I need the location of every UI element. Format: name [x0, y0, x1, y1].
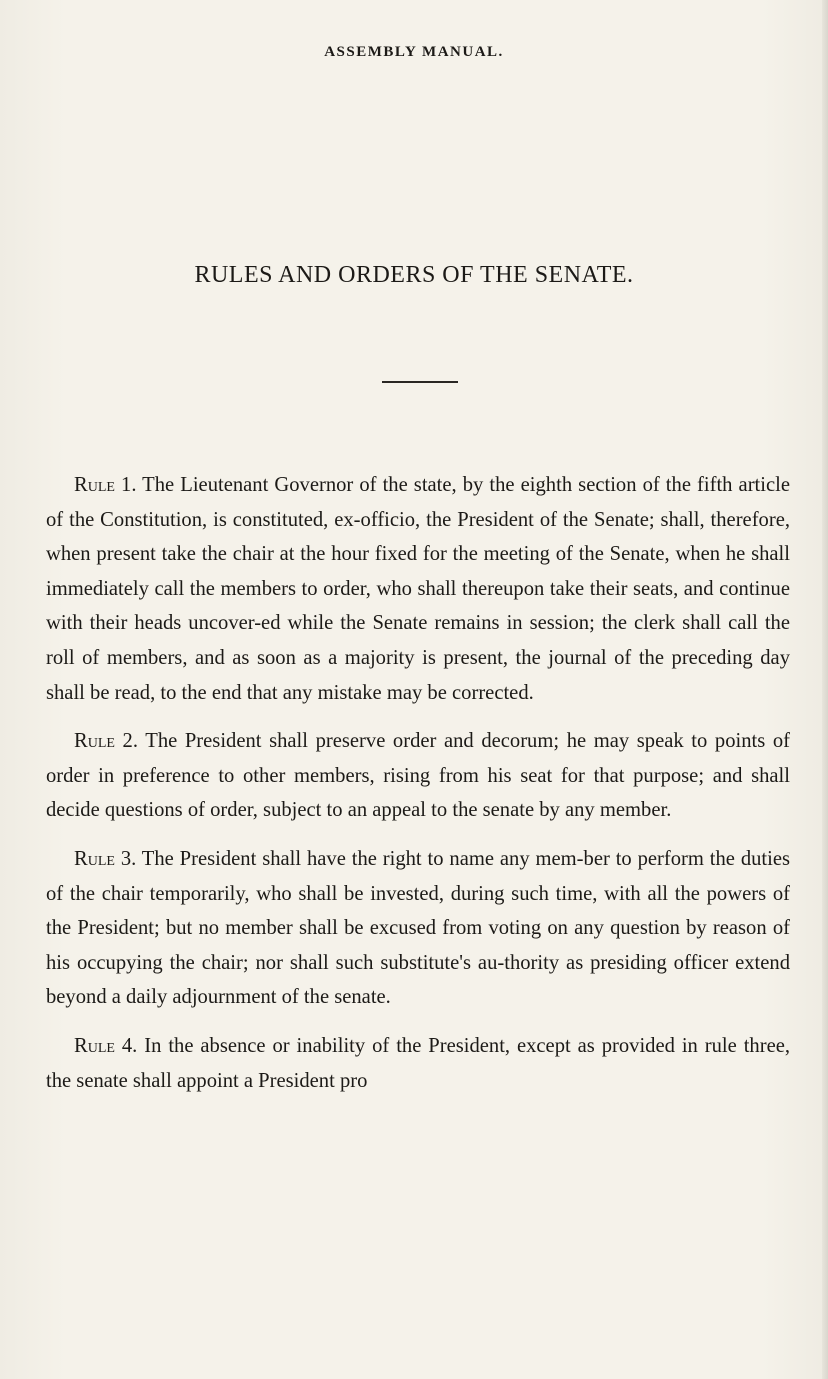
rule-1-label: Rule 1. — [74, 474, 137, 496]
rule-2-paragraph — [46, 724, 790, 828]
rule-1-paragraph — [46, 468, 790, 710]
rule-4-paragraph — [46, 1029, 790, 1098]
rule-1-text: The Lieutenant Governor of the state, by the eighth section of the fifth article of the Constitution, is constituted, ex-officio, the President of the Senate; shall, therefore, when present take the chair at the hour fixed for the meeting of the Senate, when he shall immediately call the members to order, who shall thereupon take their seats, and continue with their heads uncover-ed while the Senate remains in session; the clerk shall call the roll of members, and as soon as a majority is present, the journal of the preceding day shall be read, to the end that any mistake may be corrected. — [46, 474, 790, 704]
rule-4-label: Rule 4. — [74, 1034, 138, 1057]
rule-4-text: In the absence or inability of the President, except as provided in rule three, the senate shall appoint a President pro — [46, 1034, 791, 1092]
rules-body — [46, 468, 790, 1098]
page-edge — [822, 0, 828, 1379]
rule-3-label: Rule 3. — [74, 847, 137, 870]
rule-2-text: The President shall preserve order and decorum; he may speak to points of order in preference to other members, rising from his seat for that purpose; and shall decide questions of order, subject to an appeal to the senate by any member. — [46, 730, 790, 822]
rule-2-label: Rule 2. — [74, 730, 138, 753]
rule-3-paragraph — [46, 842, 790, 1015]
running-head: ASSEMBLY MANUAL. — [324, 44, 504, 60]
page-title: RULES AND ORDERS OF THE SENATE. — [194, 262, 634, 288]
title-divider — [382, 381, 458, 383]
rule-3-text: The President shall have the right to name any mem-ber to perform the duties of the chair temporarily, who shall be invested, during such time, with all the powers of the President; but no member shall be excused from voting on any question by reason of his occupying the chair; nor shall such substitute's au-thority as presiding officer extend beyond a daily adjournment of the senate. — [46, 847, 791, 1009]
